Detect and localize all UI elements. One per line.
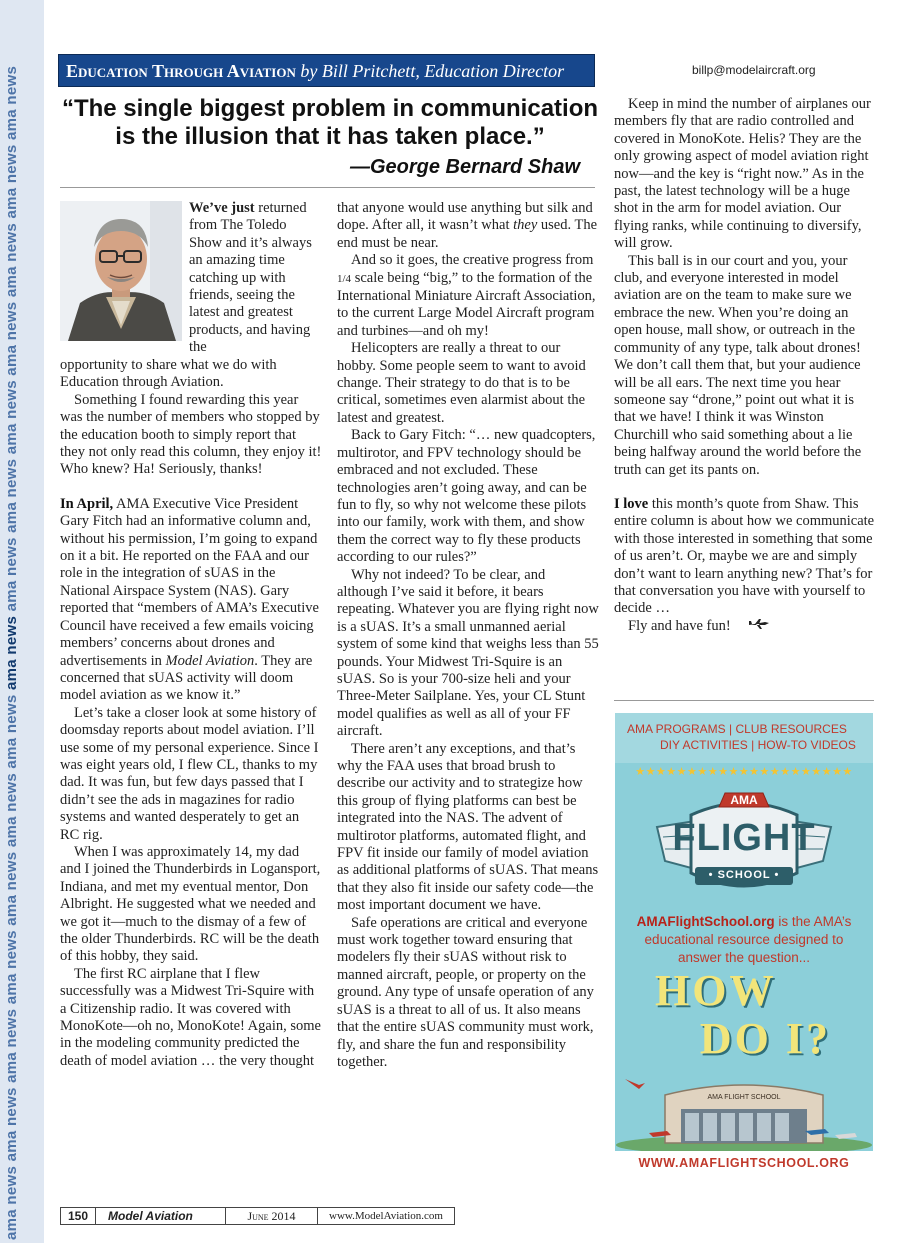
paragraph: Something I found rewarding this year was the number of members who stopped by the education booth to simply report that they not only read this column, they enjoy it! Who knew? Ha! Seriously, thanks! <box>60 391 322 478</box>
author-photo <box>60 201 182 341</box>
paragraph: Why not indeed? To be clear, and although I’ve said it before, it bears repeating. Whatever you are flying right now is a sUAS. It’s a small unmanned aerial system of some kind that weighs less than 55 pounds. Your Midwest Tri-Squire is an sUAS. So is your 700-size heli and your Three-Meter Sailplane. Yes, your CL Stunt model qualifies as well as all of your FF aircraft. <box>337 566 599 740</box>
ad-stars: ★★★★★★★★★★★★★★★★★★★★★ <box>635 766 853 778</box>
paragraph: This ball is in our court and you, your club, and everyone interested in model aviation are on the team to make sure we embrace the new. When you’re doing an open house, mall show, or outreach in the community of any type, talk about drones! We don’t call them that, but your audience will be all ears. The next time you hear someone say “drone,” point out what it is that we have! I think it was Winston Churchill who said something about a lie being halfway around the world before the truth can get its pants on. <box>614 252 862 478</box>
issue-date: June 2014 <box>225 1207 318 1225</box>
paragraph: Let’s take a closer look at some history of doomsday reports about model aviation. I’ll use some of my personal experience. Since I was eight years old, I flew CL, thanks to my dad. It was fun, but few days passed that I didn’t see the ads in magazines for radio systems and wanted desperately to get an RC rig. <box>60 704 319 843</box>
paragraph: When I was approximately 14, my dad and I joined the Thunderbirds in Logansport, Indiana, and met my eventual mentor, Don Albright. He suggested what we needed and we got it—much to the dismay of a few of the older Thunderbirds. RC will be the death of this hobby, they said. <box>60 843 321 965</box>
article-column-3 <box>614 96 876 635</box>
flight-school-building <box>615 1065 873 1151</box>
ad-programs-line: AMA PROGRAMS | CLUB RESOURCES <box>627 722 847 736</box>
badge-ama: AMA <box>730 793 758 807</box>
magazine-name: Model Aviation <box>95 1207 226 1225</box>
paragraph: Keep in mind the number of airplanes our members fly that are radio controlled and covered in MonoKote. Helis? They are the only growing aspect of model aviation right now—and the key is “right now.” As in the past, the latest technology will be a huge shot in the arm for model aviation. Our flying ranks, while continuing to diversify, will grow. <box>614 96 871 252</box>
sidebar-ama-news-band <box>0 0 44 1243</box>
page-number: 150 <box>60 1207 96 1225</box>
lead-bold: We’ve just <box>189 200 255 216</box>
article-lead <box>189 200 319 357</box>
paragraph: Back to Gary Fitch: “… new quadcopters, multirotor, and FPV technology should be embraced and not excluded. These technologies aren’t going away, and can be fun to fly, so why not welcome these pilots into our family, work with them, and show them the correct way to fly these products according to our rules?” <box>337 427 596 566</box>
article-column-2 <box>337 200 599 1071</box>
header-rule <box>60 187 595 188</box>
paragraph: Fly and have fun! <box>614 618 876 635</box>
section-banner <box>58 54 595 87</box>
paragraph: And so it goes, the creative progress from 1/4 scale being “big,” to the formation of the International Miniature Aircraft Association, to the current Large Model Aircraft program and turbines—and oh my! <box>337 252 596 339</box>
badge-school: • SCHOOL • <box>708 869 780 881</box>
column-rule <box>614 700 874 701</box>
ad-activities-line: DIY ACTIVITIES | HOW-TO VIDEOS <box>660 738 856 752</box>
paragraph: In April, AMA Executive Vice President Gary Fitch had an informative column and, without his permission, I’m going to expand on it a bit. He reported on the FAA and our role in the integration of sUAS in the National Airspace System (NAS). Gary reported that “members of AMA’s Executive Council have received a few emails voicing members’ concerns about drones and advertisements in Model Aviation. They are concerned that sUAS activity will doom model aviation as we know it.” <box>60 495 319 704</box>
ad-description: AMAFlightSchool.org is the AMA’s educational resource designed to answer the question... <box>636 914 852 965</box>
paragraph: The first RC airplane that I flew successfully was a Midwest Tri-Squire with a Citizenship radio. It was covered with MonoKote—oh no, MonoKote! Again, some in the modeling community predicted the death of model aviation … the very thought <box>60 965 321 1069</box>
paragraph: Helicopters are really a threat to our hobby. Some people seem to want to avoid change. Their strategy to do that is to be critical, sometimes even alarmist about the latest and greatest. <box>337 340 586 426</box>
paragraph: Safe operations are critical and everyone must work together toward ensuring that modelers fly their sUAS without risk to manned aircraft, people, or property on the ground. Any type of unsafe operation of any sUAS is a threat to all of us. It also means that the entire sUAS community must work, fly, and share the fun and responsibility together. <box>337 914 594 1070</box>
paragraph: There aren’t any exceptions, and that’s why the FAA uses that broad brush to describe our activity and to strategize how this group of flying platforms can best be integrated into the NAS. The advent of multirotor platforms, automated flight, and FPV fit inside our family of model aviation as additional platforms of sUAS. That means that they also fit inside our safety code—the most important document we have. <box>337 740 599 914</box>
author-email[interactable]: billp@modelaircraft.org <box>692 63 816 77</box>
airplane-icon <box>734 618 770 635</box>
paragraph: that anyone would use anything but silk and dope. After all, it wasn’t what they used. The end must be near. <box>337 200 598 251</box>
lead-text: returned from The Toledo Show and it’s always an amazing time catching up with friends, seeing the latest and greatest products, and having the <box>189 200 312 356</box>
article-column-1 <box>60 357 322 1070</box>
building-sign: AMA FLIGHT SCHOOL <box>707 1094 781 1101</box>
ad-how: HOW <box>655 966 777 1015</box>
sidebar-label: ama news ama news ama news ama news ama news ama news ama news ama news ama news ama news ama news ama news ama news ama news ama news <box>3 65 20 1240</box>
footer-url[interactable]: www.ModelAviation.com <box>317 1207 455 1225</box>
pull-quote-attribution: —George Bernard Shaw <box>349 156 580 178</box>
ad-url[interactable]: WWW.AMAFLIGHTSCHOOL.ORG <box>615 1151 873 1175</box>
paragraph: I love this month’s quote from Shaw. This entire column is about how we communicate with those interested in something that some of us aren’t. Or, maybe we are and simply don’t want to learn anything new? That’s for that conversation you have with yourself to decide … <box>614 495 875 617</box>
pull-quote: “The single biggest problem in communication is the illusion that it has taken place.” <box>61 95 599 150</box>
paragraph: opportunity to share what we do with Education through Aviation. <box>60 357 277 391</box>
flight-school-ad[interactable] <box>615 713 873 1175</box>
section-title: Education Through Aviation <box>66 61 296 81</box>
byline: by Bill Pritchett, Education Director <box>300 61 565 81</box>
ad-do-i: DO I? <box>699 1014 831 1063</box>
badge-flight: FLIGHT <box>672 817 816 859</box>
flight-school-badge <box>655 787 833 905</box>
